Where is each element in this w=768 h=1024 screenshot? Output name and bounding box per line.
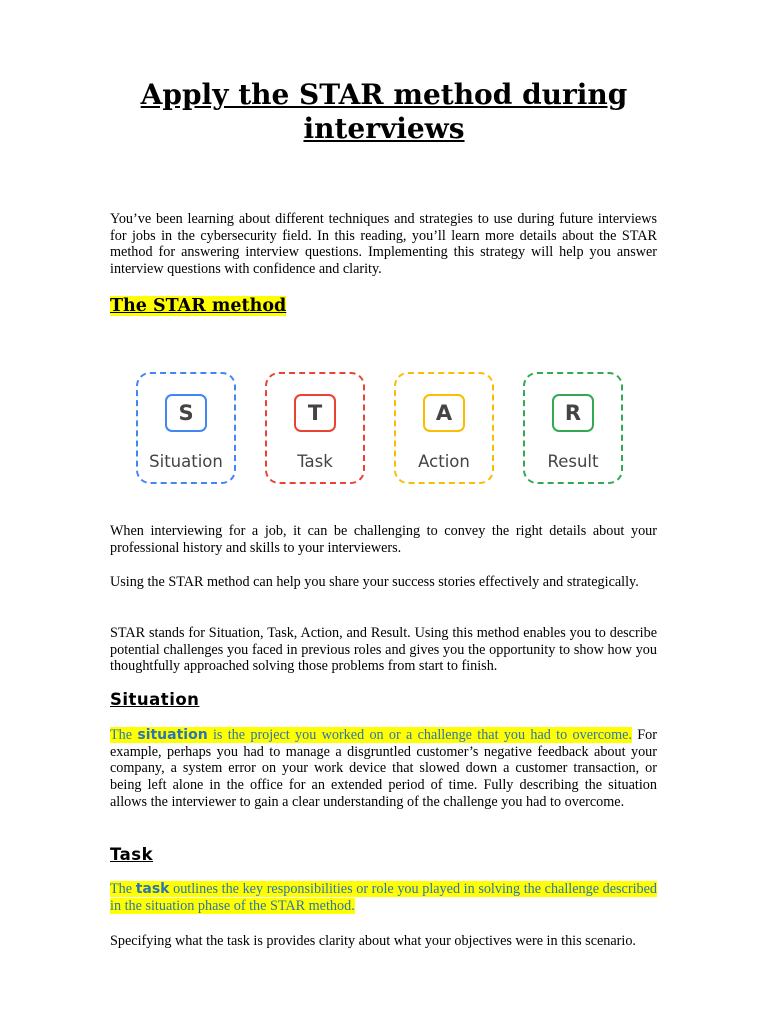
situation-heading: Situation xyxy=(110,690,200,709)
star-method-heading-text: The STAR method xyxy=(110,296,287,316)
star-diagram xyxy=(130,364,642,494)
result-card-label: Result xyxy=(547,452,599,471)
task-definition xyxy=(110,881,657,914)
paragraph-star-stands-for: STAR stands for Situation, Task, Action, and Result. Using this method enables you to describe potential challenges you faced in previous roles and gives you the opportunity to show how you thoughtfully approached solving those problems from start to finish. xyxy=(110,625,657,675)
task-letter: T xyxy=(294,394,336,432)
intro-paragraph: You’ve been learning about different techniques and strategies to use during future interviews for jobs in the cybersecurity field. In this reading, you’ll learn more details about the STAR method for answering interview questions. Implementing this strategy will help you answer interview questions with confidence and clarity. xyxy=(110,211,657,278)
situation-card xyxy=(136,372,236,484)
action-card xyxy=(394,372,494,484)
situation-lead-the: The xyxy=(110,727,138,743)
task-lead-rest: outlines the key responsibilities or role you played in solving the challenge described in the situation phase of the STAR method. xyxy=(110,881,657,914)
star-method-heading xyxy=(110,296,286,316)
task-body: Specifying what the task is provides clarity about what your objectives were in this scenario. xyxy=(110,933,636,949)
action-card-label: Action xyxy=(418,452,470,471)
situation-definition xyxy=(110,727,632,743)
situation-lead-rest: is the project you worked on or a challenge that you had to overcome. xyxy=(207,727,632,743)
task-heading: Task xyxy=(110,845,154,864)
situation-keyword: situation xyxy=(137,727,208,743)
result-card xyxy=(523,372,623,484)
result-letter: R xyxy=(552,394,594,432)
task-card xyxy=(265,372,365,484)
task-paragraph xyxy=(110,881,657,914)
paragraph-conveying-details: When interviewing for a job, it can be challenging to convey the right details about your professional history and skills to your interviewers. xyxy=(110,523,657,556)
page-title: Apply the STAR method during interviews xyxy=(140,78,628,145)
task-keyword: task xyxy=(135,881,170,897)
task-lead-the: The xyxy=(110,881,136,897)
task-card-label: Task xyxy=(297,452,333,471)
situation-card-label: Situation xyxy=(149,452,223,471)
paragraph-star-helps: Using the STAR method can help you share your success stories effectively and strategically. xyxy=(110,574,639,590)
situation-body: For example, perhaps you had to manage a disgruntled customer’s negative feedback about your company, a system error on your work device that slowed down a customer transaction, or being left alone in the office for an extended period of time. Fully describing the situation allows the interviewer to gain a clear understanding of the challenge you had to overcome. xyxy=(110,727,658,810)
situation-letter: S xyxy=(165,394,207,432)
action-letter: A xyxy=(423,394,465,432)
situation-paragraph xyxy=(110,727,657,811)
